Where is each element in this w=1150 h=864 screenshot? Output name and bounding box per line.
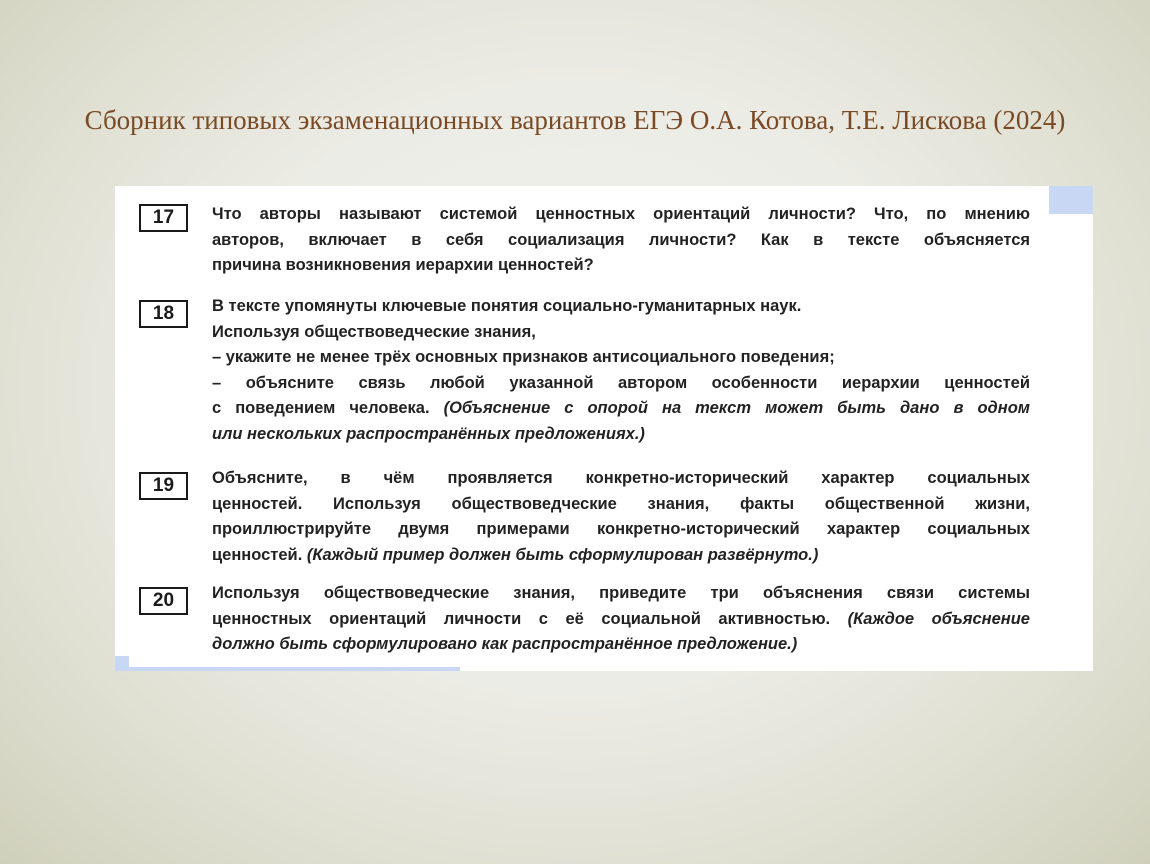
task-19-text xyxy=(212,466,1030,568)
scanned-page xyxy=(115,186,1093,671)
task-18-line-5-text: с поведением человека. xyxy=(212,399,444,417)
task-19-line-4 xyxy=(212,543,1030,569)
task-17-line-1: Что авторы называют системой ценностных ориентаций личности? Что, по мнению xyxy=(212,205,1030,223)
task-19-line-2: ценностей. Используя обществоведческие знания, факты общественной жизни, xyxy=(212,494,1030,513)
task-19-line-3: проиллюстрируйте двумя примерами конкретно-исторический характер социальных xyxy=(212,520,1030,538)
task-19-line-4-note: (Каждый пример должен быть сформулирован развёрнуто.) xyxy=(306,545,819,564)
task-18-text xyxy=(212,294,1030,447)
task-20-line-3: должно быть сформулировано как распространённое предложение.) xyxy=(212,635,798,653)
task-17-line-3: причина возникновения иерархии ценностей? xyxy=(212,256,594,274)
task-17-line-2: авторов, включает в себя социализация личности? Как в тексте объясняется xyxy=(212,230,1030,249)
scan-edge-bottom xyxy=(115,667,460,671)
task-number-19: 19 xyxy=(139,472,188,500)
task-number-18: 18 xyxy=(139,300,188,328)
task-19-line-4-text: ценностей. xyxy=(212,545,307,564)
task-number-17: 17 xyxy=(139,204,188,232)
task-19-line-1: Объясните, в чём проявляется конкретно-исторический характер социальных xyxy=(212,469,1030,487)
task-20-line-2-note: (Каждое объяснение xyxy=(847,609,1030,628)
task-18-line-5 xyxy=(212,396,1030,422)
slide-title: Сборник типовых экзаменационных вариантов ЕГЭ О.А. Котова, Т.Е. Лискова (2024) xyxy=(84,105,1066,135)
task-18-line-6: или нескольких распространённых предложениях.) xyxy=(212,424,645,443)
task-20-line-2-text: ценностных ориентаций личности с её социальной активностью. xyxy=(212,609,848,628)
task-18-line-1: В тексте упомянуты ключевые понятия социально-гуманитарных наук. xyxy=(212,297,802,315)
task-18-line-4: – объясните связь любой указанной автором особенности иерархии ценностей xyxy=(212,373,1030,392)
task-20-line-2 xyxy=(212,607,1030,633)
scan-edge-right xyxy=(1049,186,1093,214)
task-18-line-2: Используя обществоведческие знания, xyxy=(212,322,536,341)
task-20-text xyxy=(212,581,1030,658)
task-17-text xyxy=(212,202,1030,279)
task-18-line-5-note: (Объяснение с опорой на текст может быть дано в одном xyxy=(443,399,1030,417)
task-18-line-3: – укажите не менее трёх основных признаков антисоциального поведения; xyxy=(212,348,835,366)
task-number-20: 20 xyxy=(139,587,188,615)
task-20-line-1: Используя обществоведческие знания, приведите три объяснения связи системы xyxy=(212,584,1030,602)
